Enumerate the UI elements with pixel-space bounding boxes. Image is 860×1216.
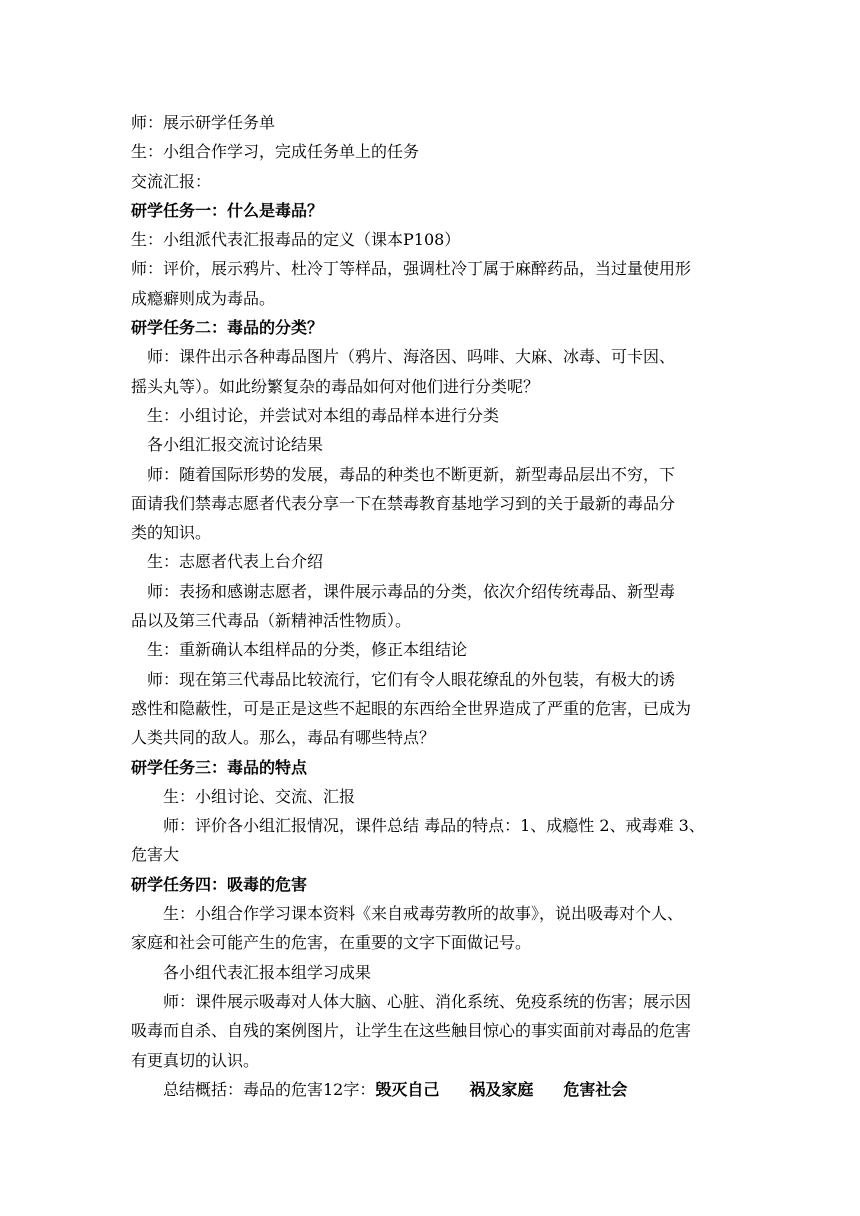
paragraph-line: 生：重新确认本组样品的分类，修正本组结论 — [147, 640, 468, 660]
paragraph-line: 各小组代表汇报本组学习成果 — [163, 962, 372, 982]
summary-prefix: 总结概括：毒品的危害12字： — [163, 1079, 376, 1099]
paragraph-line: 师：评价，展示鸦片、杜冷丁等样品，强调杜冷丁属于麻醉药品，当过量使用形 — [131, 259, 692, 279]
paragraph-line: 有更真切的认识。 — [131, 1050, 260, 1070]
paragraph-line: 成瘾癖则成为毒品。 — [131, 288, 276, 308]
paragraph-line: 师：随着国际形势的发展，毒品的种类也不断更新，新型毒品层出不穷，下 — [147, 464, 676, 484]
section-heading: 研学任务三：毒品的特点 — [131, 757, 308, 777]
paragraph-line: 生：志愿者代表上台介绍 — [147, 552, 324, 572]
paragraph-line: 惑性和隐蔽性，可是正是这些不起眼的东西给全世界造成了严重的危害，已成为 — [131, 698, 692, 718]
paragraph-line: 师：课件出示各种毒品图片（鸦片、海洛因、吗啡、大麻、冰毒、可卡因、 — [147, 347, 676, 367]
paragraph-line: 危害大 — [131, 845, 180, 865]
summary-key-1: 毁灭自己 — [375, 1079, 440, 1099]
section-heading: 研学任务二：毒品的分类？ — [131, 318, 324, 338]
document-body — [131, 108, 735, 1104]
paragraph-line: 生：小组合作学习，完成任务单上的任务 — [131, 142, 420, 162]
paragraph-line: 交流汇报： — [131, 171, 212, 191]
paragraph-line: 生：小组讨论、交流、汇报 — [163, 786, 356, 806]
paragraph-line: 师：现在第三代毒品比较流行，它们有令人眼花缭乱的外包装，有极大的诱 — [147, 669, 676, 689]
paragraph-line: 师：展示研学任务单 — [131, 113, 276, 132]
section-heading: 研学任务一：什么是毒品？ — [131, 200, 324, 220]
paragraph-line: 品以及第三代毒品（新精神活性物质）。 — [131, 611, 412, 631]
summary-line — [131, 1075, 735, 1104]
summary-key-3: 危害社会 — [563, 1079, 628, 1099]
paragraph-line: 面请我们禁毒志愿者代表分享一下在禁毒教育基地学习到的关于最新的毒品分 — [131, 493, 676, 513]
section-heading: 研学任务四：吸毒的危害 — [131, 874, 308, 894]
paragraph-line: 生：小组派代表汇报毒品的定义（课本P108） — [131, 230, 461, 250]
paragraph-line: 师：课件展示吸毒对人体大脑、心脏、消化系统、免疫系统的伤害；展示因 — [163, 991, 692, 1011]
paragraph-line: 师：评价各小组汇报情况，课件总结 毒品的特点：1、成瘾性 2、戒毒难 3、 — [163, 816, 705, 836]
paragraph-line: 生：小组合作学习课本资料《来自戒毒劳教所的故事》，说出吸毒对个人、 — [163, 904, 684, 924]
paragraph-line: 摇头丸等）。如此纷繁复杂的毒品如何对他们进行分类呢？ — [131, 376, 540, 396]
paragraph-line: 类的知识。 — [131, 523, 212, 543]
paragraph-line: 师：表扬和感谢志愿者，课件展示毒品的分类，依次介绍传统毒品、新型毒 — [147, 581, 676, 601]
paragraph-line: 家庭和社会可能产生的危害，在重要的文字下面做记号。 — [131, 933, 532, 953]
paragraph-line: 吸毒而自杀、自残的案例图片，让学生在这些触目惊心的事实面前对毒品的危害 — [131, 1021, 692, 1041]
paragraph-line: 人类共同的敌人。那么，毒品有哪些特点？ — [131, 728, 436, 748]
paragraph-line: 生：小组讨论，并尝试对本组的毒品样本进行分类 — [147, 405, 500, 425]
summary-key-2: 祸及家庭 — [469, 1079, 534, 1099]
paragraph-line: 各小组汇报交流讨论结果 — [147, 435, 324, 455]
